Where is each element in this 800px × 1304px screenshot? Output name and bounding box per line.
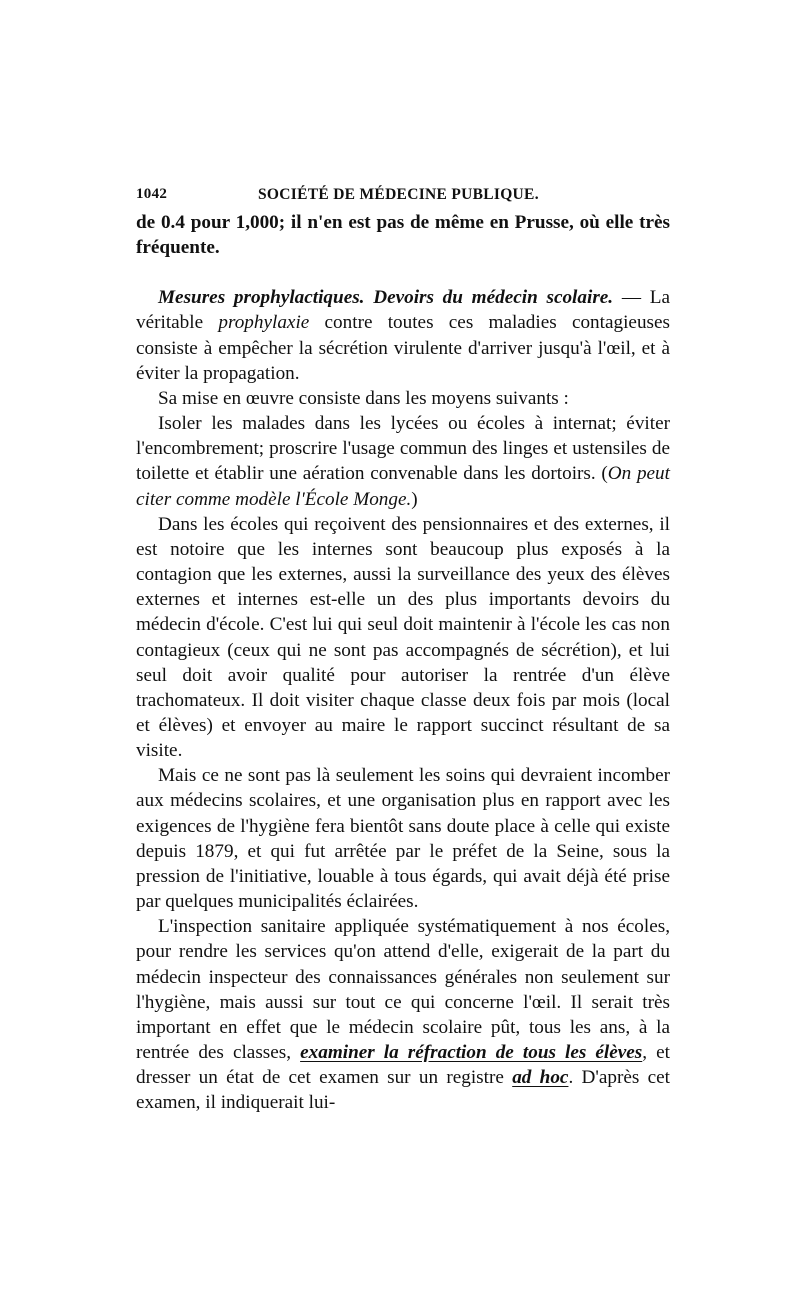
p3-text-b: ): [411, 488, 418, 510]
page-number: 1042: [136, 186, 168, 202]
p1-text-b: contre toutes ces maladies contagieuses consiste à empêcher la sécrétion virulente d'arriver jusqu'à l'œil, et à éviter la propagation.: [136, 312, 670, 384]
p6-text-c: . D'après cet examen, il indiquerait lui-: [136, 1067, 670, 1114]
p1-emphasis: prophylaxie: [218, 312, 310, 334]
continuation-paragraph: de 0.4 pour 1,000; il n'en est pas de même en Prusse, où elle très fréquente.: [136, 212, 670, 259]
heading-dash: —: [613, 287, 642, 309]
paragraph-4: Dans les écoles qui reçoivent des pensionnaires et des externes, il est notoire que les internes sont beaucoup plus exposés à la contagion que les externes, aussi la surveillance des yeux des élèves externes et internes est-elle un des plus importants devoirs du médecin d'école. C'est lui qui seul doit maintenir à l'école les cas non contagieux (ceux qui ne sont pas accompagnés de sécrétion), et lui seul doit avoir qualité pour autoriser la rentrée d'un élève trachomateux. Il doit visiter chaque classe deux fois par mois (local et élèves) et envoyer au maire le rapport succinct résultant de sa visite.: [136, 513, 670, 762]
p6-text-b: , et dresser un état de cet examen sur un registre: [136, 1042, 670, 1089]
p3-emphasis: On peut citer comme modèle l'École Monge.: [136, 463, 670, 510]
running-head: [136, 183, 670, 207]
paragraph-6: [136, 914, 670, 1115]
p1-text-a: La véritable: [136, 287, 670, 334]
p6-emphasis-1: examiner la réfraction de tous les élèves: [300, 1042, 643, 1063]
p6-emphasis-2: ad hoc: [512, 1067, 569, 1089]
running-title: SOCIÉTÉ DE MÉDECINE PUBLIQUE.: [258, 186, 539, 203]
section-heading: Mesures prophylactiques. Devoirs du médecin scolaire.: [158, 287, 614, 309]
body-text: [136, 210, 670, 1115]
p3-text-a: Isoler les malades dans les lycées ou écoles à internat; éviter l'encombrement; proscrire l'usage commun des linges et ustensiles de toilette et établir une aération convenable dans les dortoirs. (: [136, 413, 670, 485]
paragraph-5: Mais ce ne sont pas là seulement les soins qui devraient incomber aux médecins scolaires, et une organisation plus en rapport avec les exigences de l'hygiène fera bientôt sans doute place à celle qui existe depuis 1879, et qui fut arrêtée par le préfet de la Seine, sous la pression de l'initiative, louable à tous égards, qui avait déjà été prise par quelques municipalités éclairées.: [136, 765, 670, 913]
paragraph-2: Sa mise en œuvre consiste dans les moyens suivants :: [158, 387, 569, 409]
book-page: [136, 183, 670, 1115]
p6-text-a: L'inspection sanitaire appliquée systématiquement à nos écoles, pour rendre les services qu'on attend d'elle, exigerait de la part du médecin inspecteur des connaissances générales non seulement sur l'hygiène, mais aussi sur tout ce qui concerne l'œil. Il serait très important en effet que le médecin scolaire pût, tous les ans, à la rentrée des classes,: [136, 916, 670, 1063]
section-paragraph: [136, 285, 670, 386]
paragraph-3: [136, 411, 670, 512]
